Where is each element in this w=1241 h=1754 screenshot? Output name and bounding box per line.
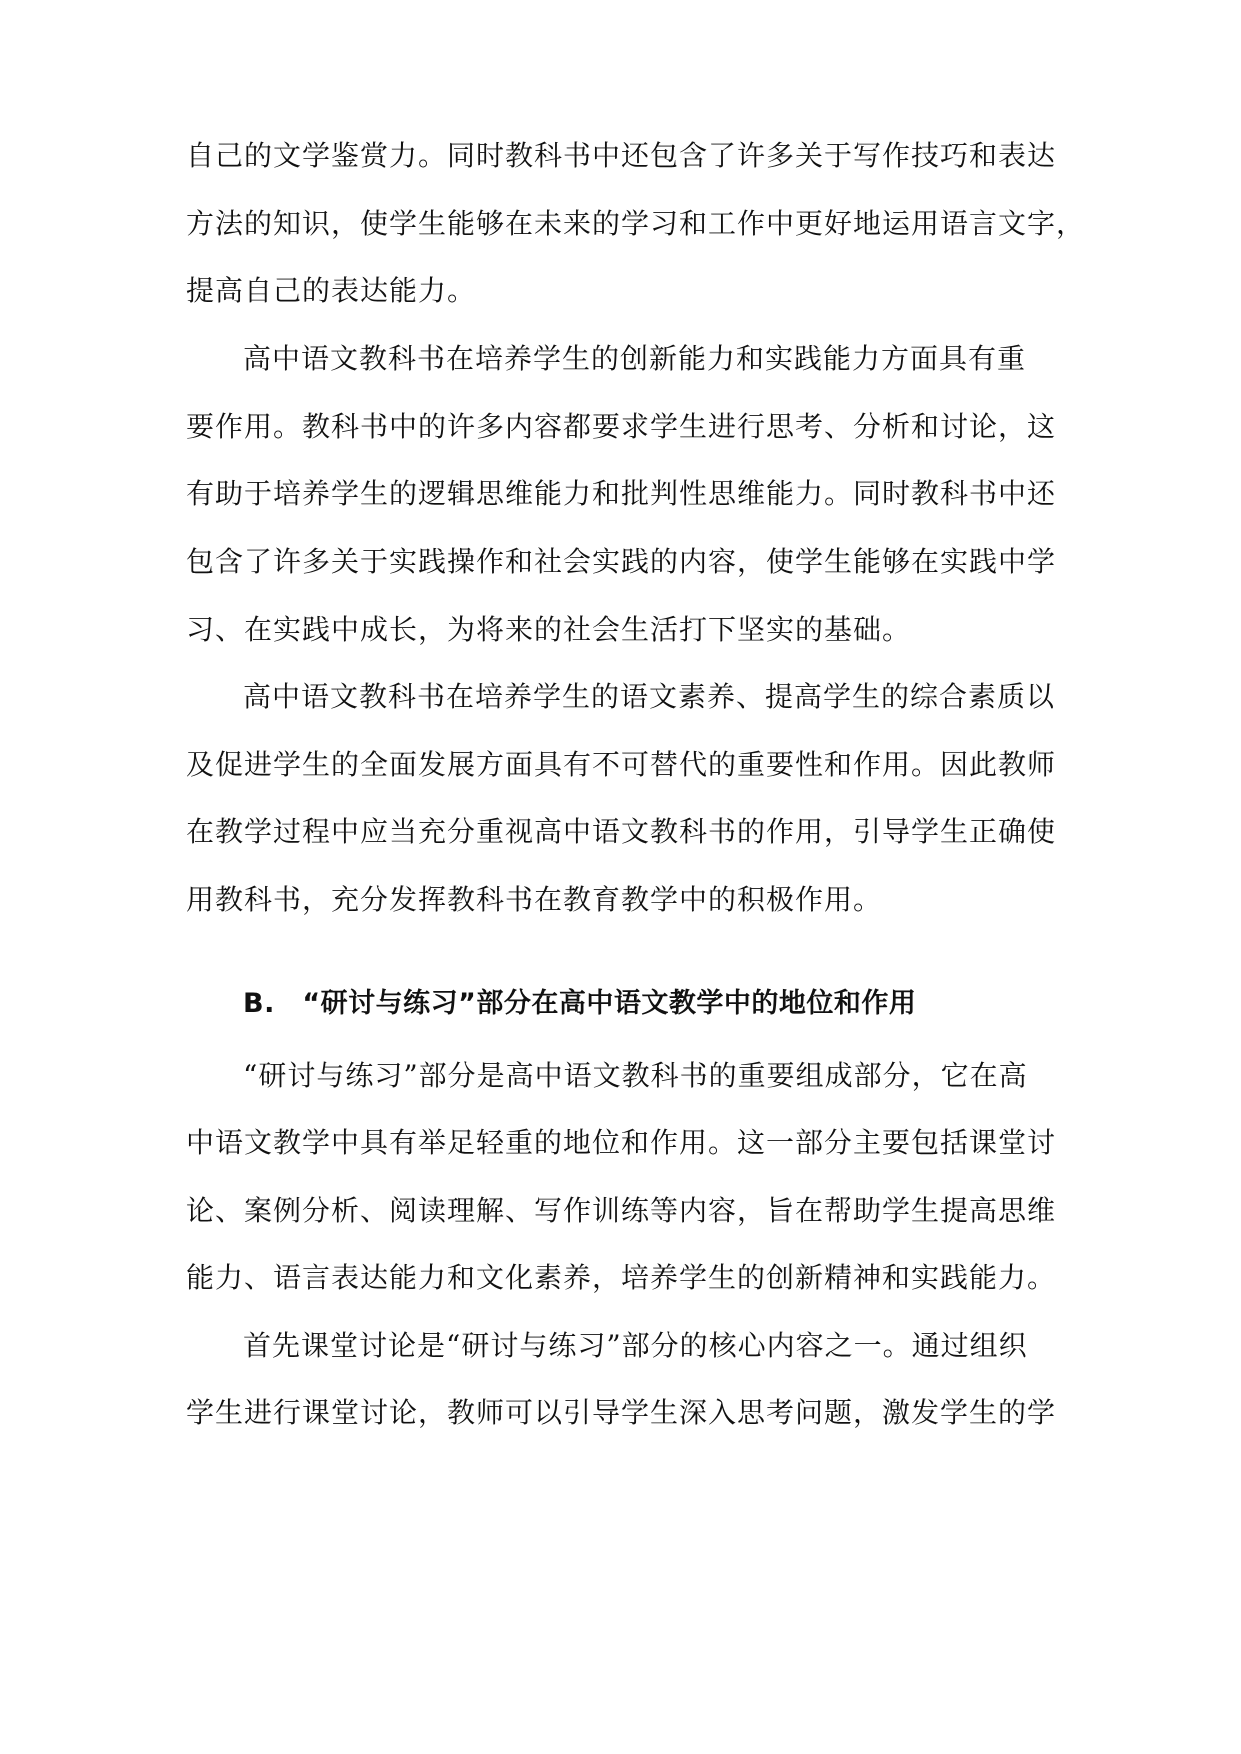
paragraph-2-line-2: 要作用。教科书中的许多内容都要求学生进行思考、分析和讨论，这: [186, 410, 1057, 443]
paragraph-3-line-4: 用教科书，充分发挥教科书在教育教学中的积极作用。: [186, 883, 883, 916]
section-paragraph-1-line-2: 中语文教学中具有举足轻重的地位和作用。这一部分主要包括课堂讨: [186, 1126, 1057, 1159]
paragraph-2-line-1: 高中语文教科书在培养学生的创新能力和实践能力方面具有重: [243, 342, 1027, 375]
paragraph-3-line-3: 在教学过程中应当充分重视高中语文教科书的作用，引导学生正确使: [186, 815, 1057, 848]
paragraph-1-line-3: 提高自己的表达能力。: [186, 274, 477, 307]
section-heading: B. “研讨与练习”部分在高中语文教学中的地位和作用: [243, 988, 917, 1019]
section-paragraph-2-line-2: 学生进行课堂讨论，教师可以引导学生深入思考问题，激发学生的学: [186, 1396, 1057, 1429]
paragraph-3-line-2: 及促进学生的全面发展方面具有不可替代的重要性和作用。因此教师: [186, 748, 1057, 781]
paragraph-2-line-5: 习、在实践中成长，为将来的社会生活打下坚实的基础。: [186, 613, 912, 646]
paragraph-1-line-2: 方法的知识，使学生能够在未来的学习和工作中更好地运用语言文字，: [186, 207, 1086, 240]
section-paragraph-2-line-1: 首先课堂讨论是“研讨与练习”部分的核心内容之一。通过组织: [243, 1329, 1028, 1362]
section-paragraph-1-line-3: 论、案例分析、阅读理解、写作训练等内容，旨在帮助学生提高思维: [186, 1194, 1057, 1227]
section-paragraph-1-line-1: “研讨与练习”部分是高中语文教科书的重要组成部分，它在高: [243, 1059, 1028, 1092]
paragraph-1-line-1: 自己的文学鉴赏力。同时教科书中还包含了许多关于写作技巧和表达: [186, 139, 1057, 172]
paragraph-3-line-1: 高中语文教科书在培养学生的语文素养、提高学生的综合素质以: [243, 680, 1056, 713]
paragraph-2-line-3: 有助于培养学生的逻辑思维能力和批判性思维能力。同时教科书中还: [186, 477, 1057, 510]
paragraph-2-line-4: 包含了许多关于实践操作和社会实践的内容，使学生能够在实践中学: [186, 545, 1057, 578]
section-paragraph-1-line-4: 能力、语言表达能力和文化素养，培养学生的创新精神和实践能力。: [186, 1261, 1057, 1294]
